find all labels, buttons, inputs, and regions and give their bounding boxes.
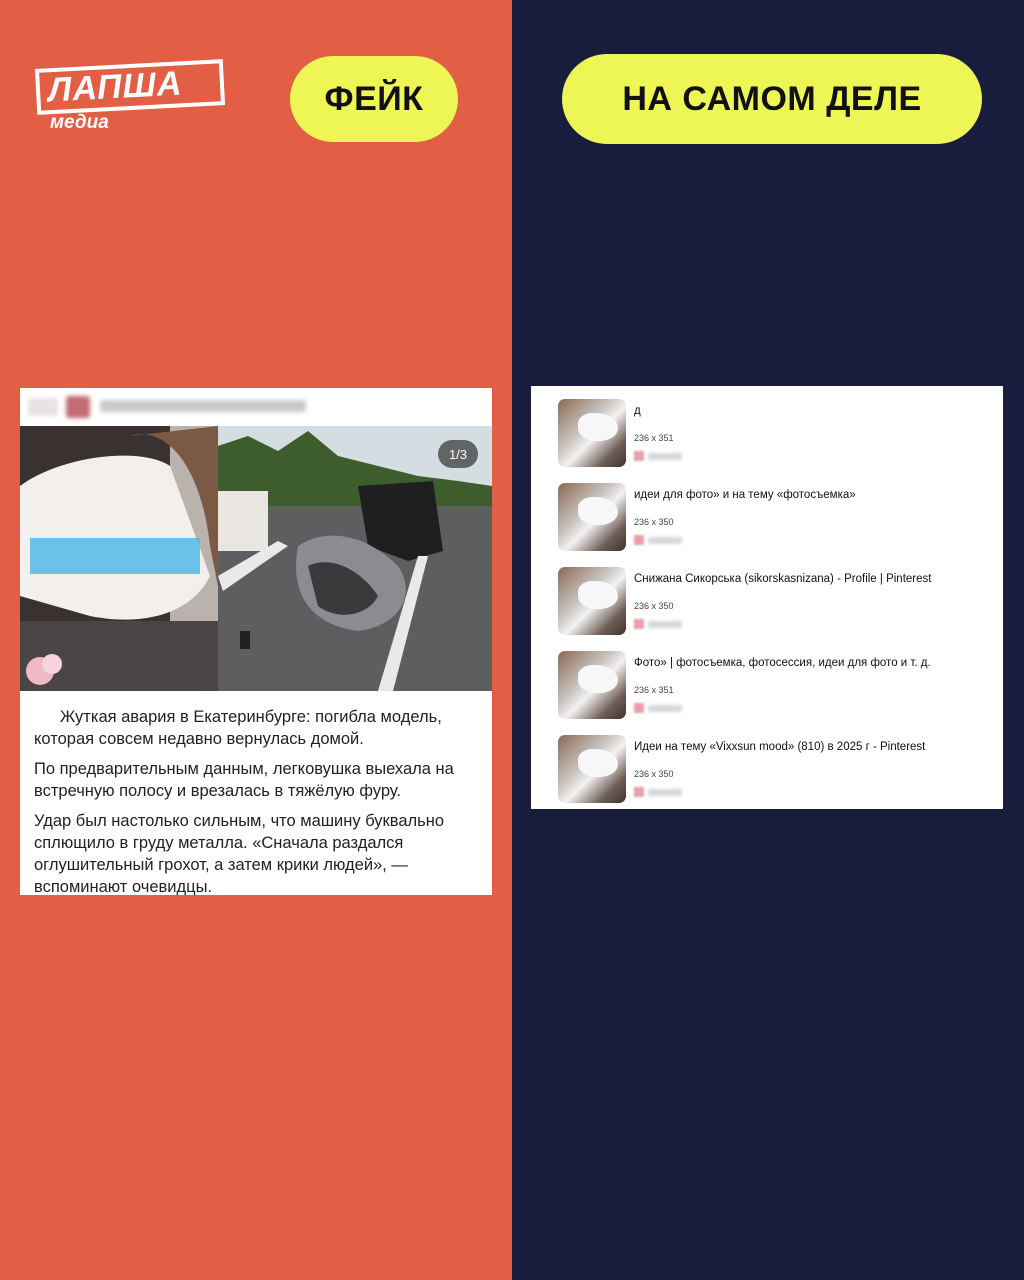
post-text	[34, 706, 480, 895]
result-source-blurred	[634, 787, 694, 797]
post-photo-model[interactable]	[20, 426, 218, 691]
post-header-blurred	[20, 388, 492, 426]
result-size: 236 x 350	[634, 601, 674, 611]
source-favicon-icon	[634, 703, 644, 713]
post-paragraph: Удар был настолько сильным, что машину буквально сплющило в груду металла. «Сначала раздался оглушительный грохот, а затем крики людей», — вспоминают очевидцы.	[34, 812, 445, 895]
result-title[interactable]: д	[634, 405, 641, 417]
result-size: 236 x 351	[634, 685, 674, 695]
post-photo-crash[interactable]	[218, 426, 492, 691]
result-size: 236 x 350	[634, 769, 674, 779]
source-favicon-icon	[634, 619, 644, 629]
post-paragraph: Жуткая авария в Екатеринбурге: погибла модель, которая совсем недавно вернулась домой.	[34, 708, 442, 748]
fake-label: ФЕЙК	[290, 56, 458, 142]
result-title[interactable]: Снижана Сикорська (sikorskasnizana) - Profile | Pinterest	[634, 573, 932, 585]
logo-sub-text: медиа	[50, 112, 109, 133]
source-favicon-icon	[634, 451, 644, 461]
result-thumbnail[interactable]	[558, 651, 626, 719]
result-thumbnail[interactable]	[558, 483, 626, 551]
result-title[interactable]: Фото» | фотосъемка, фотосессия, идеи для фото и т. д.	[634, 657, 931, 669]
result-source-blurred	[634, 535, 694, 545]
reverse-search-results	[531, 386, 1003, 809]
post-paragraph: По предварительным данным, легковушка выехала на встречную полосу и врезалась в тяжёлую фуру.	[34, 760, 454, 800]
result-size: 236 x 351	[634, 433, 674, 443]
result-title[interactable]: идеи для фото» и на тему «фотосъемка»	[634, 489, 856, 501]
result-source-blurred	[634, 703, 694, 713]
author-name-blurred	[100, 400, 306, 412]
result-source-blurred	[634, 451, 694, 461]
brand-logo	[36, 64, 226, 140]
result-size: 236 x 350	[634, 517, 674, 527]
source-favicon-icon	[634, 787, 644, 797]
search-result-item[interactable]	[558, 399, 998, 467]
image-counter-badge: 1/3	[438, 440, 478, 468]
real-label: НА САМОМ ДЕЛЕ	[562, 54, 982, 144]
result-thumbnail[interactable]	[558, 567, 626, 635]
fake-post-card	[20, 388, 492, 895]
result-thumbnail[interactable]	[558, 735, 626, 803]
result-title[interactable]: Идеи на тему «Vixxsun mood» (810) в 2025 г - Pinterest	[634, 741, 926, 753]
logo-main-text: ЛАПША	[47, 64, 184, 110]
result-source-blurred	[634, 619, 694, 629]
source-favicon-icon	[634, 535, 644, 545]
search-result-item[interactable]	[558, 735, 998, 803]
result-thumbnail[interactable]	[558, 399, 626, 467]
search-result-item[interactable]	[558, 651, 998, 719]
avatar	[66, 396, 90, 418]
search-result-item[interactable]	[558, 483, 998, 551]
search-result-item[interactable]	[558, 567, 998, 635]
